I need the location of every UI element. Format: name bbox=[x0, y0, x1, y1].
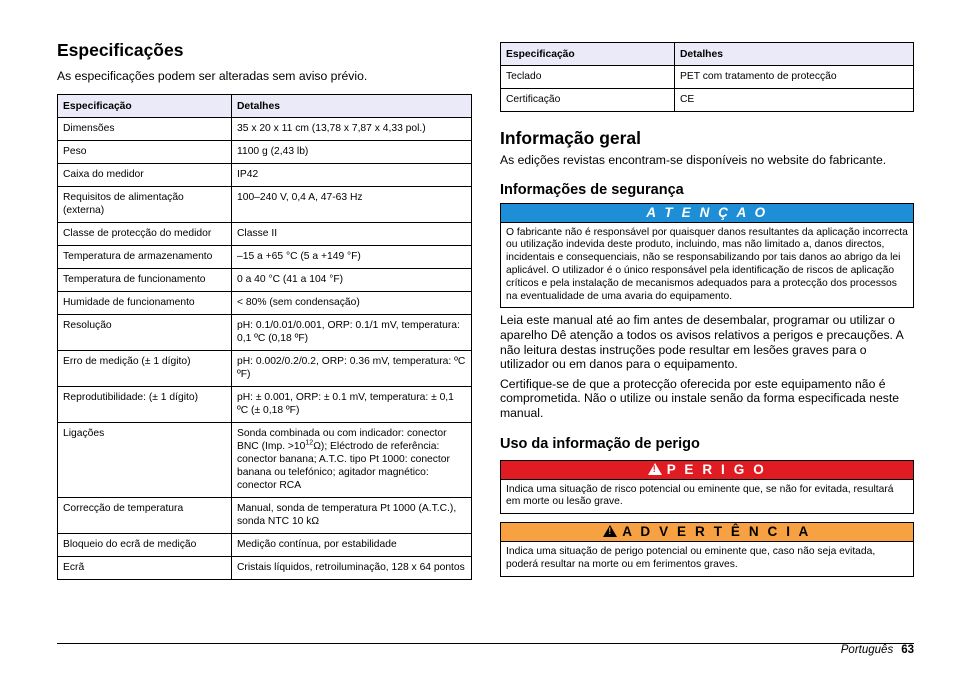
column-header: Especificação bbox=[58, 94, 232, 117]
spec-detail-cell: 35 x 20 x 11 cm (13,78 x 7,87 x 4,33 pol.) bbox=[232, 117, 472, 140]
advertencia-notice bbox=[500, 522, 914, 577]
table-row bbox=[58, 422, 472, 497]
specs-intro: As especificações podem ser alteradas sem aviso prévio. bbox=[57, 69, 368, 83]
column-header: Detalhes bbox=[675, 43, 914, 66]
general-info-heading: Informação geral bbox=[500, 128, 642, 148]
page-number: 63 bbox=[901, 644, 914, 656]
spec-name-cell: Requisitos de alimentação (externa) bbox=[58, 186, 232, 222]
table-row bbox=[58, 497, 472, 533]
specs-heading: Especificações bbox=[57, 40, 184, 60]
spec-name-cell: Erro de medição (± 1 dígito) bbox=[58, 350, 232, 386]
spec-detail-cell: pH: 0.1/0.01/0.001, ORP: 0.1/1 mV, temperatura: 0,1 ºC (0,18 ºF) bbox=[232, 314, 472, 350]
table-row bbox=[58, 556, 472, 579]
table-row bbox=[501, 66, 914, 89]
atencao-title: A T E N Ç A O bbox=[501, 204, 913, 223]
table-row bbox=[58, 268, 472, 291]
column-header: Especificação bbox=[501, 43, 675, 66]
specs-table bbox=[57, 94, 472, 580]
table-row bbox=[501, 89, 914, 112]
spec-detail-cell: 1100 g (2,43 lb) bbox=[232, 140, 472, 163]
spec-name-cell: Ligações bbox=[58, 422, 232, 497]
table-row bbox=[58, 245, 472, 268]
warning-triangle-icon bbox=[648, 463, 662, 475]
spec-detail-cell: Medição contínua, por estabilidade bbox=[232, 533, 472, 556]
advertencia-header bbox=[501, 523, 913, 542]
protection-paragraph: Certifique-se de que a protecção oferecida por este equipamento não é comprometida. Não o utilize ou instale senão da forma especificada neste manual. bbox=[500, 376, 900, 420]
spec-name-cell: Caixa do medidor bbox=[58, 163, 232, 186]
table-row bbox=[58, 350, 472, 386]
safety-info-heading: Informações de segurança bbox=[500, 181, 684, 198]
table-row bbox=[58, 386, 472, 422]
table-header-row bbox=[58, 94, 472, 117]
spec-name-cell: Temperatura de armazenamento bbox=[58, 245, 232, 268]
ligacoes-superscript: 12 bbox=[305, 439, 314, 447]
column-header: Detalhes bbox=[232, 94, 472, 117]
specs-table-continued bbox=[500, 42, 914, 112]
perigo-title: P E R I G O bbox=[666, 461, 767, 477]
table-row bbox=[58, 163, 472, 186]
spec-detail-cell: –15 a +65 °C (5 a +149 °F) bbox=[232, 245, 472, 268]
perigo-text: Indica uma situação de risco potencial ou eminente que, se não for evitada, resultará em morte ou lesão grave. bbox=[506, 483, 894, 508]
spec-name-cell: Temperatura de funcionamento bbox=[58, 268, 232, 291]
spec-detail-cell: CE bbox=[675, 89, 914, 112]
spec-detail-cell: 0 a 40 °C (41 a 104 °F) bbox=[232, 268, 472, 291]
spec-detail-cell: IP42 bbox=[232, 163, 472, 186]
page-footer bbox=[841, 643, 914, 657]
specs-table-continued-body bbox=[501, 66, 914, 112]
table-row bbox=[58, 533, 472, 556]
ligacoes-text-end: Ω); Eléctrodo de referência: conector banana; A.T.C. tipo Pt 1000: conector banana ou telefónico; agitador magnético: conector RCA bbox=[237, 440, 450, 491]
spec-detail-cell: 100–240 V, 0,4 A, 47-63 Hz bbox=[232, 186, 472, 222]
spec-name-cell: Dimensões bbox=[58, 117, 232, 140]
spec-detail-cell: Cristais líquidos, retroiluminação, 128 x 64 pontos bbox=[232, 556, 472, 579]
general-info-text: As edições revistas encontram-se disponíveis no website do fabricante. bbox=[500, 153, 887, 167]
perigo-notice bbox=[500, 460, 914, 515]
atencao-text: O fabricante não é responsável por quaisquer danos resultantes da aplicação incorrecta ou utilização indevida deste produto, incluindo, mas não limitado a, danos directos, incidentais e consequenciais, não se responsabilizando por tais danos ao abrigo da lei aplicável. O utilizador é o único responsável pela identificação de riscos de aplicação críticos e pela instalação de mecanismos adequados para a protecção dos processos na eventualidade de uma avaria do equipamento. bbox=[506, 226, 908, 302]
table-row bbox=[58, 140, 472, 163]
spec-name-cell: Classe de protecção do medidor bbox=[58, 222, 232, 245]
read-manual-paragraph: Leia este manual até ao fim antes de desembalar, programar ou utilizar o aparelho Dê atenção a todos os avisos relativos a perigos e precauções. A não leitura destas instruções pode resultar em lesões graves para o utilizador ou em danos para o equipamento. bbox=[500, 313, 904, 372]
table-row bbox=[58, 291, 472, 314]
spec-name-cell: Bloqueio do ecrã de medição bbox=[58, 533, 232, 556]
spec-detail-cell: < 80% (sem condensação) bbox=[232, 291, 472, 314]
spec-detail-cell: pH: ± 0.001, ORP: ± 0.1 mV, temperatura: ± 0,1 ºC (± 0,18 ºF) bbox=[232, 386, 472, 422]
specs-table-body bbox=[58, 117, 472, 579]
spec-name-cell: Teclado bbox=[501, 66, 675, 89]
atencao-notice bbox=[500, 203, 914, 309]
table-row bbox=[58, 222, 472, 245]
spec-name-cell: Humidade de funcionamento bbox=[58, 291, 232, 314]
hazard-info-heading: Uso da informação de perigo bbox=[500, 435, 700, 452]
spec-name-cell: Resolução bbox=[58, 314, 232, 350]
footer-language: Português bbox=[840, 644, 894, 656]
advertencia-title: A D V E R T Ê N C I A bbox=[622, 524, 811, 540]
ligacoes-detail-cell bbox=[232, 422, 472, 497]
left-column bbox=[57, 40, 472, 580]
spec-detail-cell: pH: 0.002/0.2/0.2, ORP: 0.36 mV, temperatura: ºC ºF) bbox=[232, 350, 472, 386]
table-row bbox=[58, 314, 472, 350]
table-row bbox=[58, 117, 472, 140]
spec-name-cell: Peso bbox=[58, 140, 232, 163]
spec-detail-cell: PET com tratamento de protecção bbox=[675, 66, 914, 89]
spec-name-cell: Ecrã bbox=[58, 556, 232, 579]
spec-detail-cell: Manual, sonda de temperatura Pt 1000 (A.T.C.), sonda NTC 10 kΩ bbox=[232, 497, 472, 533]
spec-detail-cell: Classe II bbox=[232, 222, 472, 245]
perigo-header bbox=[501, 461, 913, 480]
right-column bbox=[500, 42, 914, 577]
ligacoes-text-start: Sonda combinada ou com indicador: conector BNC (Imp. >10 bbox=[237, 427, 447, 452]
spec-name-cell: Certificação bbox=[501, 89, 675, 112]
footer-divider bbox=[57, 643, 914, 644]
table-header-row bbox=[501, 43, 914, 66]
warning-triangle-icon bbox=[603, 525, 617, 537]
table-row bbox=[58, 186, 472, 222]
spec-name-cell: Correcção de temperatura bbox=[58, 497, 232, 533]
spec-name-cell: Reprodutibilidade: (± 1 dígito) bbox=[58, 386, 232, 422]
advertencia-text: Indica uma situação de perigo potencial ou eminente que, caso não seja evitada, poderá resultar na morte ou em ferimentos graves. bbox=[506, 546, 876, 570]
